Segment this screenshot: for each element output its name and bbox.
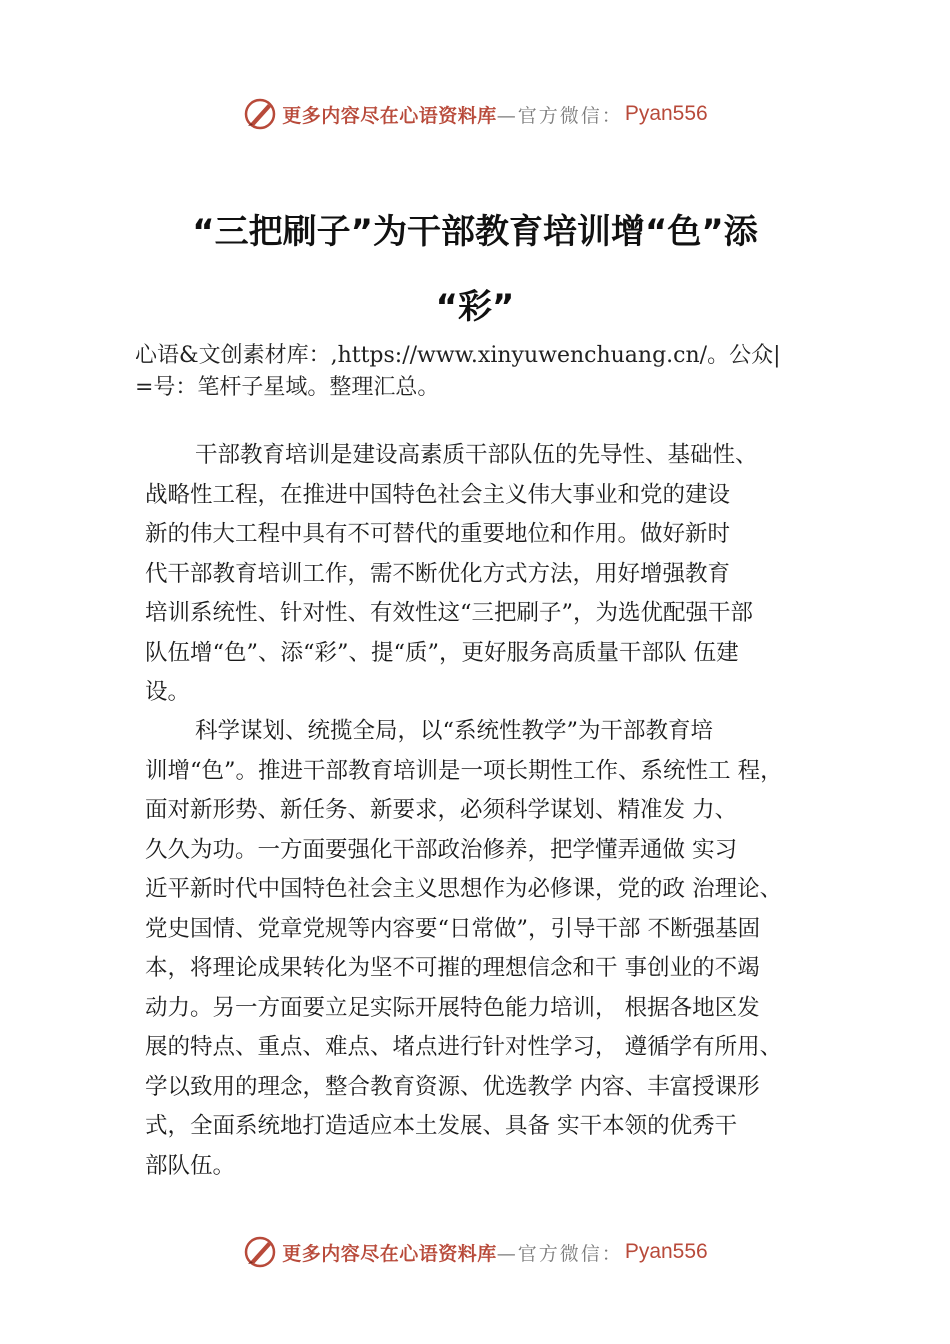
footer-banner bbox=[0, 1232, 950, 1272]
banner-wechat-id: Pyan556 bbox=[624, 1240, 708, 1263]
banner-wechat-id: Pyan556 bbox=[624, 102, 708, 125]
paragraph-line: 新的伟大工程中具有不可替代的重要地位和作用。做好新时 bbox=[145, 521, 731, 547]
paragraph-line: 干部教育培训是建设高素质干部队伍的先导性、基础性、 bbox=[195, 442, 758, 468]
paragraph-line: 动力。另一方面要立足实际开展特色能力培训， 根据各地区发 bbox=[145, 994, 760, 1021]
paragraph-line: 式，全面系统地打造适应本土发展、具备 实干本领的优秀干 bbox=[145, 1113, 738, 1139]
banner-sub-text: —官方微信： bbox=[496, 104, 623, 127]
paragraph-line: 代干部教育培训工作，需不断优化方式方法，用好增强教育 bbox=[145, 560, 731, 587]
paragraph-line: 队伍增“色”、添“彩”、提“质”，更好服务高质量干部队 伍建 bbox=[145, 639, 739, 666]
body-paragraph-2 bbox=[145, 712, 845, 1186]
pen-circle-logo-icon bbox=[242, 1234, 278, 1270]
pen-circle-logo-icon bbox=[242, 96, 278, 132]
paragraph-line: 科学谋划、统揽全局，以“系统性教学”为干部教育培 bbox=[195, 718, 714, 744]
paragraph-line: 部队伍。 bbox=[145, 1152, 236, 1179]
banner-main-text: 更多内容尽在心语资料库 bbox=[282, 104, 497, 127]
source-line: 心语&文创素材库：,https://www.xinyuwenchuang.cn/。公众| bbox=[135, 343, 781, 368]
header-banner bbox=[0, 94, 950, 134]
body-paragraph-1 bbox=[145, 436, 845, 713]
paragraph-line: 战略性工程，在推进中国特色社会主义伟大事业和党的建设 bbox=[145, 481, 731, 508]
document-title-line-2: “彩” bbox=[435, 287, 515, 327]
source-note bbox=[135, 340, 845, 404]
source-line: =号：笔杆子星域。整理汇总。 bbox=[135, 375, 440, 400]
paragraph-line: 久久为功。一方面要强化干部政治修养，把学懂弄通做 实习 bbox=[145, 836, 738, 863]
paragraph-line: 近平新时代中国特色社会主义思想作为必修课，党的政 治理论、 bbox=[145, 876, 783, 902]
paragraph-line: 培训系统性、针对性、有效性这“三把刷子”，为选优配强干部 bbox=[145, 600, 754, 626]
banner-main-text: 更多内容尽在心语资料库 bbox=[282, 1242, 497, 1265]
paragraph-line: 设。 bbox=[145, 679, 191, 705]
paragraph-line: 训增“色”。推进干部教育培训是一项长期性工作、系统性工 程， bbox=[145, 757, 783, 784]
banner-sub-text: —官方微信： bbox=[496, 1242, 623, 1265]
document-title-line-1: “三把刷子”为干部教育培训增“色”添 bbox=[192, 212, 758, 252]
paragraph-line: 本，将理论成果转化为坚不可摧的理想信念和干 事创业的不竭 bbox=[145, 955, 760, 981]
paragraph-line: 展的特点、重点、难点、堵点进行针对性学习， 遵循学有所用、 bbox=[145, 1034, 783, 1060]
paragraph-line: 党史国情、党章党规等内容要“日常做”，引导干部 不断强基固 bbox=[145, 915, 761, 942]
paragraph-line: 面对新形势、新任务、新要求，必须科学谋划、精准发 力、 bbox=[145, 797, 738, 823]
paragraph-line: 学以致用的理念，整合教育资源、优选教学 内容、丰富授课形 bbox=[145, 1073, 760, 1100]
